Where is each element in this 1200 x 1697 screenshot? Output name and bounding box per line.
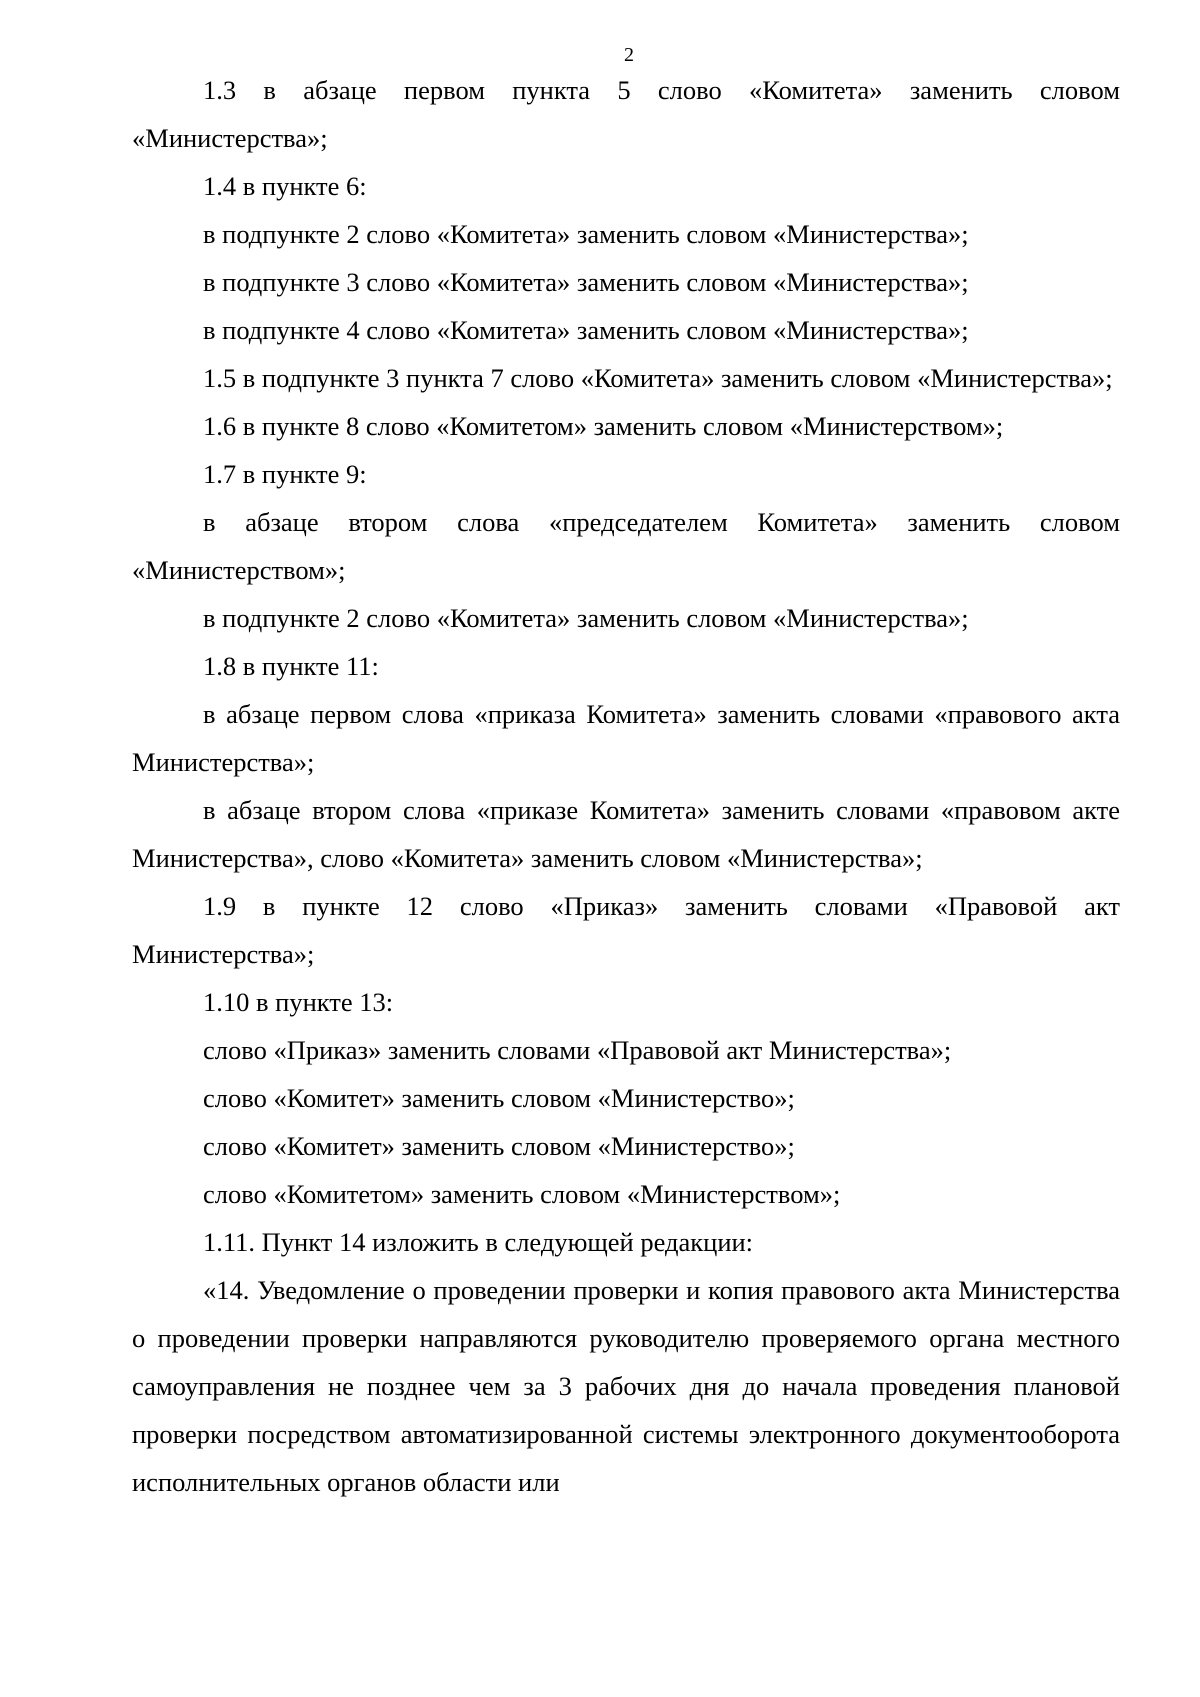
paragraph-1-10-item-1: слово «Приказ» заменить словами «Правовой акт Министерства»; — [203, 1035, 952, 1065]
paragraph-1-3: 1.3 в абзаце первом пункта 5 слово «Комитета» заменить словом «Министерства»; — [132, 75, 1120, 153]
paragraph-1-4-sub-2: в подпункте 2 слово «Комитета» заменить словом «Министерства»; — [203, 219, 969, 249]
paragraph-1-10-item-2: слово «Комитет» заменить словом «Министерство»; — [203, 1083, 795, 1113]
paragraph-1-8-abzac-1: в абзаце первом слова «приказа Комитета» заменить словами «правового акта Министерства»; — [132, 699, 1120, 777]
page-number: 2 — [624, 44, 634, 66]
paragraph-1-11: 1.11. Пункт 14 изложить в следующей редакции: — [203, 1227, 754, 1257]
paragraph-1-5: 1.5 в подпункте 3 пункта 7 слово «Комитета» заменить словом «Министерства»; — [203, 363, 1113, 393]
paragraph-1-9: 1.9 в пункте 12 слово «Приказ» заменить словами «Правовой акт Министерства»; — [132, 891, 1120, 969]
paragraph-14-text: «14. Уведомление о проведении проверки и копия правового акта Министерства о проведении проверки направляются руководителю проверяемого органа местного самоуправления не позднее чем за 3 рабочих дня до начала проведения плановой проверки посредством автоматизированной системы электронного документооборота исполнительных органов области или — [132, 1275, 1120, 1497]
paragraph-1-7-sub-2: в подпункте 2 слово «Комитета» заменить словом «Министерства»; — [203, 603, 969, 633]
paragraph-1-4-sub-4: в подпункте 4 слово «Комитета» заменить словом «Министерства»; — [203, 315, 969, 345]
paragraph-1-10: 1.10 в пункте 13: — [203, 987, 394, 1017]
paragraph-1-6: 1.6 в пункте 8 слово «Комитетом» заменить словом «Министерством»; — [203, 411, 1004, 441]
paragraph-1-7: 1.7 в пункте 9: — [203, 459, 367, 489]
paragraph-1-8-abzac-2: в абзаце втором слова «приказе Комитета» заменить словами «правовом акте Министерства», слово «Комитета» заменить словом «Министерства»; — [132, 795, 1120, 873]
paragraph-1-10-item-4: слово «Комитетом» заменить словом «Министерством»; — [203, 1179, 841, 1209]
paragraph-1-4: 1.4 в пункте 6: — [203, 171, 367, 201]
paragraph-1-4-sub-3: в подпункте 3 слово «Комитета» заменить словом «Министерства»; — [203, 267, 969, 297]
document-body — [132, 66, 1120, 1506]
paragraph-1-10-item-3: слово «Комитет» заменить словом «Министерство»; — [203, 1131, 795, 1161]
paragraph-1-7-abzac-2: в абзаце втором слова «председателем Комитета» заменить словом «Министерством»; — [132, 507, 1120, 585]
paragraph-1-8: 1.8 в пункте 11: — [203, 651, 379, 681]
